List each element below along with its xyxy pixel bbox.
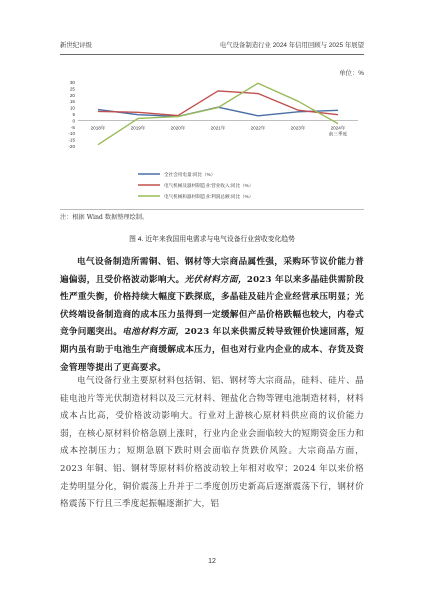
x-tick-label: 2024年 — [330, 125, 346, 131]
paragraph-2: 电气设备行业主要原材料包括铜、铝、钢材等大宗商品，硅料、硅片、晶硅电池片等光伏制造材料以及三元材料、锂盐化合物等锂电池制造材料，材料成本占比高，受价格波动影响大。行业对上游核心原材料供应商的议价能力弱，在核心原材料价格急剧上涨时，行业内企业会面临较大的短期资金压力和成本控制压力；短期急剧下跌时则会面临存货跌价风险。大宗商品方面，2023 年铜、铝、钢材等原材料价格波动较上年相对收窄；2024 年以来价格走势明显分化，铜价震荡上升并于二季度创历史新高后逐渐震荡下行，钢材价格震荡下行且三季度起振幅逐渐扩大，铝 — [60, 376, 364, 510]
chart-bottom-rule — [60, 209, 364, 210]
x-tick-label: 2019年 — [130, 125, 146, 131]
p1-e: 2023 年以来供需反转导致锂价快速回落，短期内虽有助于电池生产商缓解成本压力，但也对行业内企业的成本、存货及资金管理等提出了更高要求。 — [60, 327, 364, 373]
chart-svg — [60, 80, 364, 210]
y-tick-label: 10 — [69, 105, 75, 111]
header-left: 新世纪评级 — [60, 42, 92, 49]
x-tick-label: 2020年 — [170, 125, 186, 131]
chart-note: 注：根据 Wind 数据整理绘制。 — [60, 214, 149, 221]
figure-title: 图 4. 近年来我国用电需求与电气设备行业营收变化趋势 — [129, 236, 295, 243]
legend-label-2: 电气机械及器材制造业:营业收入:同比（%） — [164, 182, 254, 188]
page-header — [60, 38, 364, 52]
chart-unit: 单位：% — [339, 70, 364, 77]
x-tick-label: 2021年 — [210, 125, 226, 131]
x-tick-label: 2022年 — [250, 125, 266, 131]
x-tick-label: 2023年 — [290, 125, 306, 131]
y-tick-label: -5 — [70, 124, 75, 130]
header-divider — [60, 54, 364, 55]
y-tick-label: 25 — [69, 86, 75, 92]
y-tick-label: -20 — [68, 144, 75, 149]
y-tick-label: -10 — [68, 131, 75, 137]
page-number: 12 — [208, 558, 216, 565]
paragraph-1 — [60, 254, 364, 377]
y-tick-label: 15 — [69, 99, 75, 105]
p1-d: 电池材料方面， — [122, 327, 185, 338]
p1-c: 2023 年以来多晶硅供需阶段性严重失衡，价格持续大幅度下跌探底，多晶硅及硅片企业经营承压明显；光伏终端设备制造商的成本压力虽得到一定缓解但产品价格跌幅也较大，内卷式竞争问题突出。 — [60, 274, 364, 338]
x-tick-label: 前三季度 — [328, 131, 348, 137]
header-right: 电气设备制造行业 2024 年信用回顾与 2025 年展望 — [219, 42, 364, 49]
legend-label-3: 电气机械和器材制造业:利润总额:同比（%） — [164, 193, 254, 199]
y-tick-label: 0 — [72, 118, 75, 124]
y-tick-label: 5 — [72, 112, 75, 117]
legend-label-1: 全社会用电量:同比（%） — [164, 171, 216, 177]
x-tick-label: 2018年 — [90, 125, 106, 131]
y-tick-label: 30 — [69, 80, 75, 85]
y-tick-label: -15 — [68, 137, 75, 143]
p1-b: 光伏材料方面， — [184, 274, 247, 285]
line-chart — [60, 80, 364, 210]
p1-a: 电气设备制造所需铜、铝、钢材等大宗商品属性强，采购环节议价能力普遍偏弱，且受价格波动影响大。 — [60, 257, 364, 285]
y-tick-label: 20 — [69, 92, 75, 98]
